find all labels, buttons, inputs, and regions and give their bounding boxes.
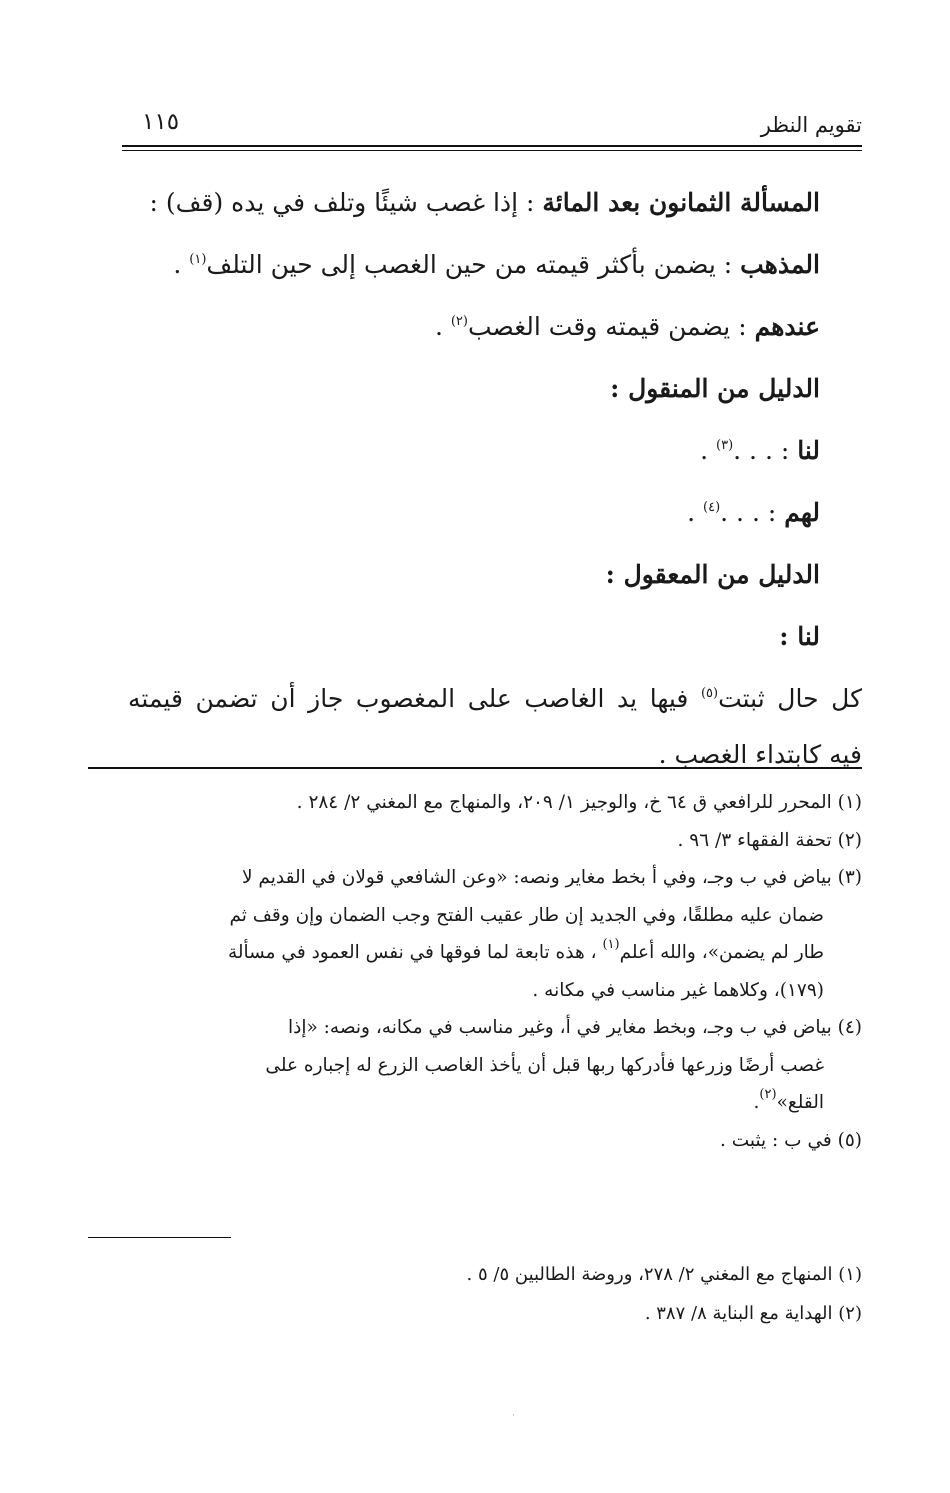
- footnote-number: (٥): [837, 1129, 862, 1151]
- footnote-continuation: [88, 1084, 862, 1122]
- footnote-separator: [88, 767, 862, 769]
- madhhab-line: [128, 234, 820, 296]
- lana-text: : . . .: [733, 436, 798, 465]
- argument-b: فيها يد الغاصب على المغصوب جاز أن تضمن قيمته: [128, 684, 701, 713]
- footnote-ref: (٢): [759, 1087, 777, 1102]
- lana-end: .: [700, 436, 717, 465]
- footnote-text: بياض في ب وجـ، وبخط مغاير في أ، وغير مناسب في مكانه، ونصه: «إذا: [287, 1017, 832, 1038]
- footnote-ref: (٣): [716, 438, 734, 453]
- footnote-item: [88, 822, 862, 860]
- footnote-continuation: ضمان عليه مطلقًا، وفي الجديد إن طار عقيب الفتح وجب الضمان وإن وقف ثم: [229, 904, 824, 926]
- sub-footnote-number: (١): [838, 1264, 862, 1285]
- footnote-number: (١): [837, 792, 862, 813]
- lahum-label: لهم: [784, 498, 820, 527]
- issue-heading: [128, 172, 820, 234]
- sub-footnotes: [88, 1255, 862, 1333]
- footnote-number: (٤): [837, 1017, 862, 1038]
- footnote-continuation-a: طار لم يضمن»، والله أعلم: [619, 942, 824, 963]
- sub-footnote-item: [88, 1255, 862, 1294]
- argument-paragraph-line1: [128, 668, 862, 730]
- header-rule: [122, 145, 862, 147]
- sub-footnote-text: المنهاج مع المغني ٢/ ٢٧٨، وروضة الطالبين ٥/ ٥ .: [466, 1264, 833, 1285]
- argument-a: كل حال ثبتت: [718, 684, 862, 713]
- indahum-line: [128, 296, 820, 358]
- footnote-item: [88, 784, 862, 822]
- sub-footnote-item: [88, 1294, 862, 1333]
- madhhab-end: .: [173, 250, 190, 279]
- footnote-ref: (٥): [700, 686, 719, 701]
- footnote-ref: (١): [189, 252, 207, 267]
- lana-manqul-line: [128, 420, 820, 482]
- footnote-ref: (٤): [703, 500, 721, 515]
- page-mark: ·: [512, 1411, 515, 1421]
- madhhab-label: المذهب: [740, 250, 820, 279]
- lana-maqul-label: لنا :: [779, 622, 820, 651]
- maqul-heading: الدليل من المعقول :: [605, 560, 820, 589]
- footnote-text: المحرر للرافعي ق ٦٤ خ، والوجيز ١/ ٢٠٩، والمنهاج مع المغني ٢/ ٢٨٤ .: [296, 792, 832, 813]
- indahum-label: عندهم: [754, 312, 820, 341]
- manqul-heading: الدليل من المنقول :: [610, 374, 820, 403]
- footnote-continuation: [88, 934, 862, 972]
- footnote-continuation-b: .: [753, 1092, 760, 1113]
- footnote-ref: (٢): [450, 314, 468, 329]
- sub-footnote-number: (٢): [838, 1303, 862, 1324]
- footnote-text: في ب : يثبت .: [719, 1129, 832, 1151]
- footnotes: [88, 784, 862, 1159]
- footnote-number: (٣): [837, 867, 862, 888]
- footnote-text: تحفة الفقهاء ٣/ ٩٦ .: [677, 829, 832, 851]
- footnote-item: [88, 859, 862, 897]
- footnote-number: (٢): [837, 829, 862, 851]
- issue-heading-bold: المسألة الثمانون بعد المائة: [542, 188, 820, 217]
- madhhab-text: : يضمن بأكثر قيمته من حين الغصب إلى حين التلف: [206, 250, 741, 279]
- lahum-line: [128, 482, 820, 544]
- sub-footnote-text: الهداية مع البناية ٨/ ٣٨٧ .: [644, 1303, 833, 1324]
- indahum-end: .: [434, 312, 451, 341]
- sub-footnote-separator: [88, 1237, 231, 1238]
- header-rule-thin: [122, 150, 862, 151]
- footnote-continuation: (١٧٩)، وكلاهما غير مناسب في مكانه .: [532, 979, 824, 1001]
- lahum-end: .: [687, 498, 704, 527]
- page-number: ١١٥: [142, 109, 180, 135]
- indahum-text: : يضمن قيمته وقت الغصب: [467, 312, 755, 341]
- footnote-text: بياض في ب وجـ، وفي أ بخط مغاير ونصه: «وعن الشافعي قولان في القديم لا: [242, 867, 832, 888]
- main-text: [128, 172, 862, 780]
- footnote-continuation: غصب أرضًا وزرعها فأدركها ربها قبل أن يأخذ الغاصب الزرع له إجباره على: [265, 1054, 824, 1076]
- argument-paragraph-line2: فيه كابتداء الغصب .: [658, 740, 862, 769]
- footnote-ref: (١): [602, 937, 620, 952]
- footnote-continuation-a: القلع»: [776, 1092, 824, 1113]
- lana-label: لنا: [797, 436, 820, 465]
- footnote-item: [88, 1009, 862, 1047]
- issue-heading-rest: : إذا غصب شيئًا وتلف في يده (قف) :: [149, 188, 543, 217]
- running-header-title: تقويم النظر: [760, 113, 862, 137]
- lahum-text: : . . .: [720, 498, 785, 527]
- footnote-item: [88, 1122, 862, 1160]
- footnote-continuation-b: ، هذه تابعة لما فوقها في نفس العمود في مسألة: [227, 942, 603, 963]
